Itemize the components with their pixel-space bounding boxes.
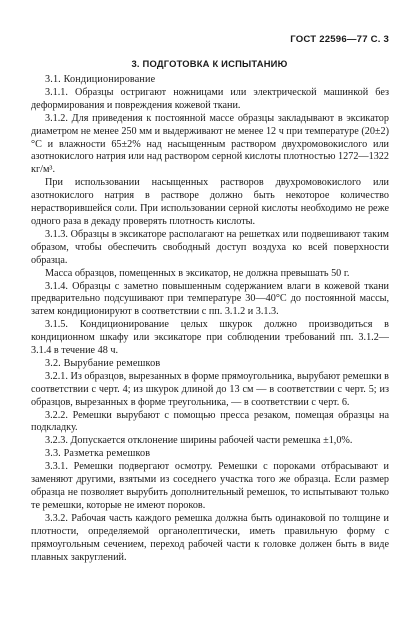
paragraph-3-1-2-continued: При использовании насыщенных растворов двухромовокислого или азотнокислого натрия в растворе должно быть некоторое количество нерастворившейся соли. При использовании серной кислоты необходимо не реже одного раза в декаду проверять плотность кислоты. xyxy=(31,177,389,227)
paragraph-3-2-2: 3.2.2. Ремешки вырубают с помощью пресса резаком, помещая образцы на подкладку. xyxy=(31,409,389,434)
paragraph-3-1-4: 3.1.4. Образцы с заметно повышенным содержанием влаги в кожевой ткани предварительно подсушивают при температуре 30—40°С до постоянной массы, затем кондиционируют в соответствии с пп. 3.1.2 и 3.1.3. xyxy=(31,280,389,318)
paragraph-3-2-3: 3.2.3. Допускается отклонение ширины рабочей части ремешка ±1,0%. xyxy=(45,435,353,447)
paragraph-3-3-1: 3.3.1. Ремешки подвергают осмотру. Ремешки с пороками отбрасывают и заменяют другими, взятыми из соседнего участка того же образца. Если размер образца не позволяет вырубить дополнительный ремешок, то испытывают только те ремешки, которые не имеют пороков. xyxy=(31,461,389,511)
paragraph-3-1-1: 3.1.1. Образцы остригают ножницами или электрической машинкой без деформирования и повреждения кожевой ткани. xyxy=(31,86,389,111)
paragraph-3-1-5: 3.1.5. Кондиционирование целых шкурок должно производиться в кондиционном шкафу или эксикаторе при соблюдении требований пп. 3.1.2—3.1.4 в течение 48 ч. xyxy=(31,319,389,357)
subsection-heading-3-3: 3.3. Разметка ремешков xyxy=(45,448,151,460)
subsection-heading-3-1: 3.1. Кондиционирование xyxy=(45,74,156,85)
subsection-heading-3-2: 3.2. Вырубание ремешков xyxy=(45,357,161,369)
paragraph-3-3-2: 3.3.2. Рабочая часть каждого ремешка должна быть одинаковой по толщине и плотности, определяемой органолептически, иметь правильную форму с прямоугольным сечением, переход рабочей части к головке должен быть в виде плавных закруглений. xyxy=(31,512,389,563)
paragraph-3-1-3-continued: Масса образцов, помещенных в эксикатор, не должна превышать 50 г. xyxy=(45,267,350,279)
document-body xyxy=(31,74,389,564)
page-header: ГОСТ 22596—77 С. 3 xyxy=(290,34,389,45)
paragraph-3-2-1: 3.2.1. Из образцов, вырезанных в форме прямоугольника, вырубают ремешки в соответствии с черт. 4; из шкурок длиной до 13 см — в соответствии с черт. 5; из образцов, вырезанных в форме треугольника, — в соответствии с черт. 6. xyxy=(31,370,389,408)
paragraph-3-1-3: 3.1.3. Образцы в эксикаторе располагают на решетках или подвешивают таким образом, чтобы обеспечить свободный доступ воздуха ко всей поверхности образца. xyxy=(31,228,389,266)
paragraph-3-1-2: 3.1.2. Для приведения к постоянной массе образцы закладывают в эксикатор диаметром не менее 250 мм и выдерживают не менее 12 ч при температуре (20±2)°С и влажности 65±2% над насыщенным раствором двухромовокислого или азотнокислого натрия или над раствором серной кислоты плотностью 1272—1322 кг/м³. xyxy=(31,112,389,176)
section-title: 3. ПОДГОТОВКА К ИСПЫТАНИЮ xyxy=(131,58,288,69)
